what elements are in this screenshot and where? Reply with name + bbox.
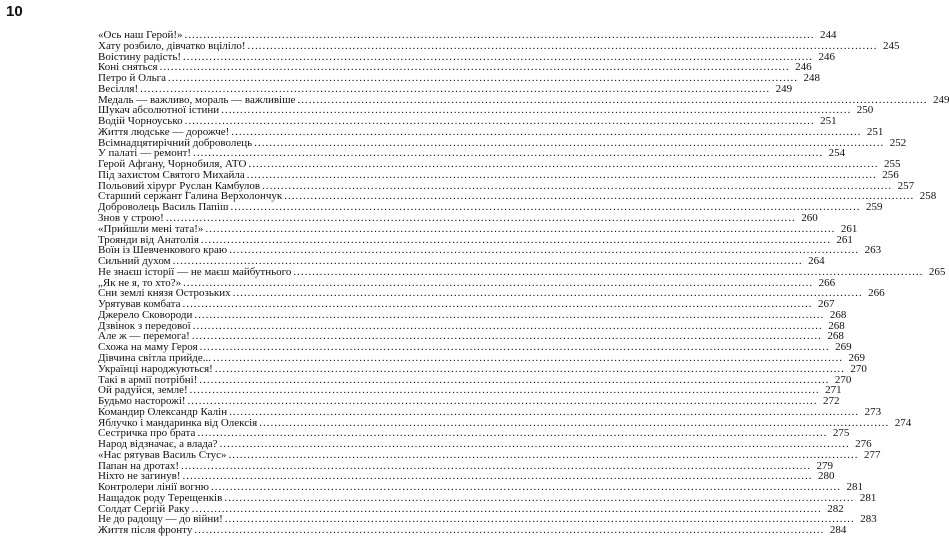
toc-entry-title: Солдат Сергій Раку xyxy=(98,502,190,515)
toc-entry-title: Такі в армії потрібні! xyxy=(98,373,198,386)
toc-entry-page: 261 xyxy=(840,222,858,235)
toc-entry-page: 270 xyxy=(834,373,852,386)
toc-entry-title: Дзвінок з передової xyxy=(98,319,191,332)
toc-entry-page: 269 xyxy=(848,351,865,364)
toc-entry-page: 244 xyxy=(820,29,837,41)
toc-entry-title: Життя людське — дорожче! xyxy=(98,125,230,138)
toc-dot-leader xyxy=(248,41,878,52)
toc-entry-page: 275 xyxy=(832,427,850,440)
toc-entry xyxy=(98,448,881,461)
toc-entry-title: Яблучко і мандаринка від Олексія xyxy=(98,416,258,429)
toc-entry-title: Не знаєш історії — не маєш майбутнього xyxy=(98,265,292,278)
page-number: 10 xyxy=(6,3,23,20)
toc-entry-page: 282 xyxy=(827,502,844,515)
toc-entry-page: 268 xyxy=(829,308,847,321)
toc-entry-title: Герой Афгану, Чорнобиля, АТО xyxy=(98,158,247,171)
toc-entry-page: 259 xyxy=(865,201,883,214)
toc-entry-title: Командир Олександр Калін xyxy=(98,405,228,418)
toc-dot-leader xyxy=(194,525,824,536)
toc-entry-title: Але ж — перемога! xyxy=(98,330,190,343)
toc-dot-leader xyxy=(229,407,859,418)
toc-entry-title: «Прийшли мені тата!» xyxy=(98,222,204,235)
toc-entry-page: 250 xyxy=(856,104,874,117)
toc-entry-page: 272 xyxy=(823,395,840,408)
toc-entry xyxy=(98,405,882,418)
toc-entry-title: Шукач абсолютної істини xyxy=(98,104,220,117)
toc-entry-title: Старший сержант Галина Верхолончук xyxy=(98,190,283,203)
toc-entry-title: Доброволець Василь Папіш xyxy=(98,201,229,214)
toc-entry-title: Медаль — важливо, мораль — важливіше xyxy=(98,93,296,106)
toc-entry-title: У палаті — ремонт! xyxy=(98,147,192,160)
toc-entry xyxy=(98,265,946,278)
toc-entry xyxy=(98,222,858,235)
toc-entry-title: Джерело Сковороди xyxy=(98,308,193,321)
toc-entry-page: 260 xyxy=(801,212,818,225)
toc-entry-title: Будьмо насторожі! xyxy=(98,395,186,408)
toc-entry-page: 270 xyxy=(850,362,867,375)
toc-entry-title: Папан на дротах! xyxy=(98,459,180,472)
toc-entry-title: Воїн із Шевченкового краю xyxy=(98,244,228,257)
toc-dot-leader xyxy=(229,450,859,461)
toc-entry-title: Водій Чорноусько xyxy=(98,115,183,128)
toc-entry-page: 281 xyxy=(859,491,877,504)
toc-entry-page: 246 xyxy=(818,50,836,63)
toc-entry-page: 274 xyxy=(894,416,912,429)
toc-entry-page: 251 xyxy=(820,115,837,128)
toc-entry-page: 249 xyxy=(775,82,793,95)
toc-entry-title: Воістину радість! xyxy=(98,50,182,63)
toc-entry-page: 246 xyxy=(795,61,812,74)
toc-entry-page: 249 xyxy=(932,93,949,106)
toc-dot-leader xyxy=(205,224,835,235)
toc-entry-page: 267 xyxy=(817,298,835,311)
toc-entry-title: Дівчина світла прийде... xyxy=(98,351,211,364)
toc-entry-page: 245 xyxy=(883,39,900,52)
toc-entry-title: Весілля! xyxy=(98,82,139,95)
toc-entry-title: «Ось наш Герой!» xyxy=(98,29,183,41)
toc-entry-title: Хату розбило, дівчатко вціліло! xyxy=(98,39,246,52)
toc-entry-title: Контролери лінії вогню xyxy=(98,481,210,494)
toc-entry xyxy=(98,82,793,95)
toc-entry-page: 258 xyxy=(919,190,937,203)
toc-entry-title: „Як не я, то хто?» xyxy=(98,276,182,289)
toc-entry-title: Коні сняться xyxy=(98,61,158,74)
toc-entry-page: 283 xyxy=(860,513,877,526)
toc-entry-page: 284 xyxy=(829,524,847,536)
toc-entry-page: 254 xyxy=(828,147,846,160)
toc-entry-title: Петро й Ольга xyxy=(98,72,166,85)
toc-entry-page: 276 xyxy=(855,438,872,451)
toc-entry-page: 281 xyxy=(846,481,864,494)
toc-entry-page: 266 xyxy=(818,276,836,289)
toc-entry xyxy=(98,362,867,375)
toc-entry-page: 269 xyxy=(835,341,852,354)
toc-entry-page: 268 xyxy=(827,330,844,343)
toc-entry-title: Сестричка про брата xyxy=(98,427,196,440)
toc-entry-title: Всімнадцятирічний доброволець xyxy=(98,136,253,149)
toc-entry-page: 268 xyxy=(828,319,845,332)
toc-dot-leader xyxy=(215,364,845,375)
toc-entry-page: 251 xyxy=(866,125,884,138)
toc-entry-page: 271 xyxy=(825,384,842,397)
toc-entry-page: 280 xyxy=(818,470,835,483)
toc-entry xyxy=(98,524,847,536)
toc-entry xyxy=(98,39,900,52)
toc-entry-title: Ніхто не загинув! xyxy=(98,470,181,483)
toc-entry-page: 264 xyxy=(808,255,825,268)
toc-entry-page: 261 xyxy=(836,233,853,246)
toc-entry-title: Сильний духом xyxy=(98,255,171,268)
toc-entry-title: Народ відзначає, а влада? xyxy=(98,438,218,451)
toc-dot-leader xyxy=(140,84,770,95)
toc-entry-title: Під захистом Святого Михайла xyxy=(98,168,245,181)
toc-entry-page: 265 xyxy=(928,265,946,278)
toc-entry-page: 257 xyxy=(897,179,915,192)
table-of-contents xyxy=(98,29,949,536)
toc-dot-leader xyxy=(293,267,923,278)
toc-entry-title: Схожа на маму Героя xyxy=(98,341,198,354)
toc-entry-title: Сни землі князя Острозьких xyxy=(98,287,231,300)
toc-entry-title: Урятував комбата xyxy=(98,298,181,311)
toc-entry-title: Знов у строю! xyxy=(98,212,164,225)
toc-entry-page: 263 xyxy=(864,244,882,257)
toc-entry-title: Польовий хірург Руслан Камбулов xyxy=(98,179,261,192)
toc-entry-page: 256 xyxy=(882,168,899,181)
toc-entry-page: 277 xyxy=(864,448,881,461)
toc-entry-title: Троянди від Анатолія xyxy=(98,233,199,246)
toc-entry-page: 252 xyxy=(889,136,907,149)
toc-entry-page: 266 xyxy=(868,287,885,300)
toc-entry-title: «Нас рятував Василь Стус» xyxy=(98,448,227,461)
toc-entry-title: Життя після фронту xyxy=(98,524,193,536)
toc-entry-title: Українці народжуються! xyxy=(98,362,213,375)
toc-entry-title: Не до радощу — до війни! xyxy=(98,513,223,526)
toc-entry-title: Ой радуйся, земле! xyxy=(98,384,188,397)
toc-entry-page: 255 xyxy=(883,158,901,171)
toc-entry-page: 279 xyxy=(816,459,834,472)
toc-entry-page: 248 xyxy=(803,72,820,85)
toc-entry-title: Нащадок роду Терещенків xyxy=(98,491,223,504)
toc-entry-page: 273 xyxy=(864,405,882,418)
